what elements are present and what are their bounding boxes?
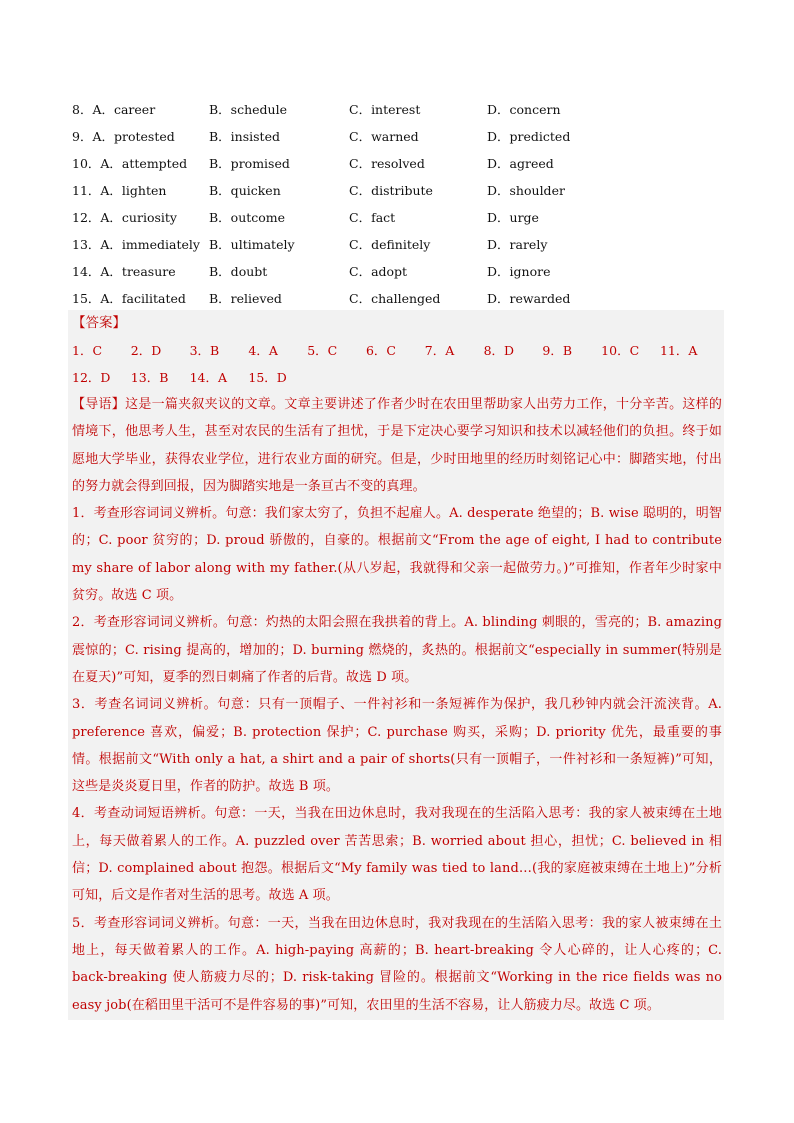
option-b: B．outcome — [209, 209, 286, 225]
explanation-4: 4．考查动词短语辨析。句意：一天，当我在田边休息时，我对我现在的生活陷入思考：我的家人被束缚在土地上，每天做着累人的工作。A. puzzled over 苦苦思索；B. worried about 担心，担忧；C. believed in 相信；D. complained about 抱怨。根据后文“My family was tied to land…(我的家庭被束缚在土地上)”分析可知，后文是作者对生活的思考。故选 A 项。 — [72, 806, 722, 904]
option-c: C．fact — [349, 209, 396, 225]
option-b: B．promised — [209, 155, 290, 171]
option-c: C．adopt — [349, 264, 408, 280]
answer-item: 2．D — [130, 343, 162, 358]
option-a: 9．A．protested — [72, 128, 175, 144]
option-a: 8．A．career — [72, 101, 156, 117]
option-c: C．distribute — [349, 182, 433, 198]
guide-paragraph: 【导语】这是一篇夹叙夹议的文章。文章主要讲述了作者少时在农田里帮助家人出劳力工作，十分辛苦。这样的情境下，他思考人生，甚至对农民的生活有了担忧，于是下定决心要学习知识和技术以减轻他们的负担。终于如愿地大学毕业，获得农业学位，进行农业方面的研究。但是，少时田地里的经历时刻铭记心中：脚踏实地，付出的努力就会得到回报，因为脚踏实地是一条亘古不变的真理。 — [72, 397, 722, 494]
answer-section — [68, 310, 724, 1020]
answer-item: 5．C — [307, 343, 338, 358]
option-c: C．resolved — [349, 155, 425, 171]
answer-item: 11．A — [659, 343, 698, 358]
option-a: 10．A．attempted — [72, 155, 188, 171]
option-d: D．urge — [487, 209, 539, 225]
explanation-2: 2．考查形容词词义辨析。句意：灼热的太阳会照在我拱着的背上。A. blinding 刺眼的，雪亮的；B. amazing 震惊的；C. rising 提高的，增加的；D. burning 燃烧的，炙热的。根据前文“especially in summer(特别是在夏天)”可知，夏季的烈日刺痛了作者的后背。故选 D 项。 — [72, 615, 722, 685]
option-a: 15．A．facilitated — [72, 291, 186, 307]
explanation-3: 3．考查名词词义辨析。句意：只有一顶帽子、一件衬衫和一条短裤作为保护，我几秒钟内就会汗流浃背。A. preference 喜欢，偏爱；B. protection 保护；C. purchase 购买，采购；D. priority 优先，最重要的事情。根据前文“With only a hat, a shirt and a pair of shorts(只有一顶帽子，一件衬衫和一条短裤)”可知，这些是炎炎夏日里，作者的防护。故选 B 项。 — [72, 697, 722, 795]
option-c: C．definitely — [349, 237, 431, 253]
options-list — [72, 95, 732, 312]
answer-item: 12．D — [72, 370, 111, 385]
answer-item: 10．C — [601, 343, 640, 358]
option-a: 14．A．treasure — [72, 264, 176, 280]
option-a: 13．A．immediately — [72, 237, 200, 253]
option-b: B．schedule — [209, 101, 287, 117]
option-d: D．rarely — [487, 237, 548, 253]
option-row — [72, 122, 732, 149]
answer-key-row — [72, 364, 722, 391]
option-a: 11．A．lighten — [72, 182, 167, 198]
option-b: B．ultimately — [209, 237, 295, 253]
option-c: C．warned — [349, 128, 419, 144]
answer-heading: 【答案】 — [72, 315, 126, 331]
option-b: B．relieved — [209, 291, 282, 307]
answer-item: 9．B — [542, 343, 573, 358]
option-c: C．challenged — [349, 291, 441, 307]
option-b: B．doubt — [209, 264, 268, 280]
option-b: B．quicken — [209, 182, 281, 198]
answer-item: 7．A — [424, 343, 455, 358]
answer-item: 4．A — [248, 343, 278, 358]
option-d: D．shoulder — [487, 182, 565, 198]
answer-item: 8．D — [483, 343, 515, 358]
option-d: D．predicted — [487, 128, 571, 144]
option-row — [72, 203, 732, 230]
option-d: D．rewarded — [487, 291, 571, 307]
answer-item: 14．A — [189, 370, 228, 385]
option-a: 12．A．curiosity — [72, 209, 177, 225]
explanation-1: 1．考查形容词词义辨析。句意：我们家太穷了，负担不起雇人。A. desperate 绝望的；B. wise 聪明的，明智的；C. poor 贫穷的；D. proud 骄傲的，自豪的。根据前文“From the age of eight, I had to contribute my share of labor along with my father.(从八岁起，我就得和父亲一起做劳力。)”可推知，作者年少时家中贫穷。故选 C 项。 — [72, 506, 722, 604]
option-d: D．agreed — [487, 155, 554, 171]
answer-item: 15．D — [248, 370, 287, 385]
option-row — [72, 95, 732, 122]
answer-item: 3．B — [189, 343, 220, 358]
option-b: B．insisted — [209, 128, 280, 144]
answer-item: 1．C — [72, 343, 103, 358]
option-row — [72, 258, 732, 285]
option-row — [72, 230, 732, 257]
answer-item: 13．B — [130, 370, 169, 385]
option-d: D．concern — [487, 101, 561, 117]
option-row — [72, 285, 732, 312]
option-d: D．ignore — [487, 264, 551, 280]
answer-key-row — [72, 337, 722, 364]
option-row — [72, 176, 732, 203]
option-row — [72, 149, 732, 176]
answer-item: 6．C — [365, 343, 397, 358]
option-c: C．interest — [349, 101, 421, 117]
explanation-5: 5．考查形容词词义辨析。句意：一天，当我在田边休息时，我对我现在的生活陷入思考：我的家人被束缚在土地上，每天做着累人的工作。A. high-paying 高薪的；B. heart-breaking 令人心碎的，让人心疼的；C. back-breaking 使人筋疲力尽的；D. risk-taking 冒险的。根据前文“Working in the rice fields was no easy job(在稻田里干活可不是件容易的事)”可知，农田里的生活不容易，让人筋疲力尽。故选 C 项。 — [72, 915, 722, 1013]
